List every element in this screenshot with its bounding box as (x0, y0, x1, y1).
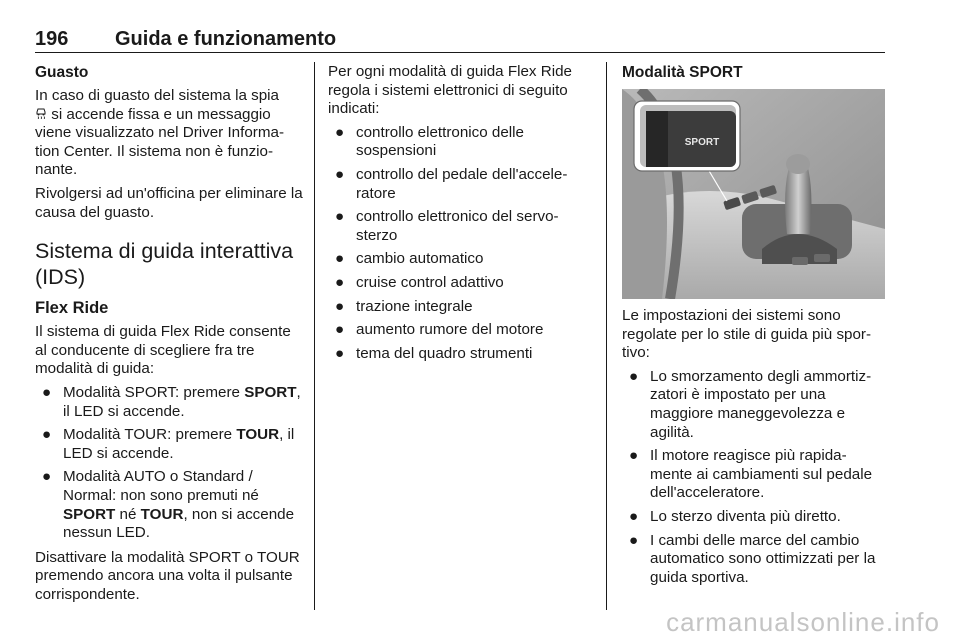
list-item-text: I cambi delle marce del cambio automatico sono ottimizzati per la guida sportiva. (650, 531, 876, 586)
list-item (328, 298, 590, 317)
list-item (328, 345, 590, 364)
column-left (35, 63, 303, 609)
column-divider-1 (314, 62, 315, 610)
column-right (622, 63, 887, 593)
list-item (35, 426, 303, 463)
list-item-text: controllo elettronico delle sospensioni (356, 123, 525, 160)
header-rule (35, 52, 885, 53)
sport-button-label: SPORT (684, 137, 720, 148)
paragraph-systems-intro: Per ogni modalità di guida Flex Ride regola i sistemi elettronici di seguito indicati: (328, 63, 572, 118)
bullet: ● (42, 468, 52, 486)
bullet: ● (335, 273, 345, 291)
list-item (622, 532, 887, 588)
bullet: ● (335, 165, 345, 183)
heading-flex-ride: Flex Ride (35, 299, 109, 318)
column-middle (328, 63, 590, 369)
list-item (328, 208, 590, 245)
list-item-text: , non si accende nessun LED. (63, 505, 295, 542)
car-skid-warning-icon (35, 106, 47, 125)
list-item-text: Modalità AUTO o Standard / Normal: non sono premuti né (63, 468, 259, 504)
list-item (328, 321, 590, 340)
paragraph-deactivate: Disattivare la modalità SPORT o TOUR premendo ancora una volta il pulsante corrispondente. (35, 548, 300, 603)
list-item-text: Modalità TOUR: premere (63, 426, 237, 444)
bullet: ● (629, 447, 639, 465)
bullet: ● (42, 426, 52, 444)
mode-list (35, 384, 303, 543)
sport-button-illustration (622, 89, 885, 299)
list-item-text: , il LED si accende. (63, 383, 301, 420)
list-item (328, 250, 590, 269)
button-name-tour: TOUR (236, 426, 280, 444)
button-name-tour: TOUR (140, 505, 184, 523)
list-item-text: , il LED si accende. (63, 426, 295, 462)
column-divider-2 (606, 62, 607, 610)
list-item-text: Il motore reagisce più rapida-mente ai cambiamenti sul pedale dell'acceleratore. (650, 447, 873, 502)
list-item-text: aumento rumore del motore (356, 321, 544, 339)
heading-sport-mode: Modalità SPORT (622, 64, 743, 81)
list-item (328, 124, 590, 161)
paragraph-flex-ride-intro: Il sistema di guida Flex Ride consente al conducente di scegliere fra tre modalità di guida: (35, 323, 291, 378)
heading-ids: Sistema di guida interattiva (IDS) (35, 239, 294, 290)
list-item (622, 508, 887, 527)
list-item (622, 368, 887, 442)
bullet: ● (335, 208, 345, 226)
list-item-text: Modalità SPORT: premere (63, 383, 245, 401)
sport-effects-list (622, 368, 887, 588)
list-item-text: cruise control adattivo (356, 273, 504, 291)
list-item-text: controllo del pedale dell'accele-ratore (356, 165, 568, 202)
bullet: ● (629, 531, 639, 549)
list-item (328, 274, 590, 293)
section-title: Guida e funzionamento (115, 28, 337, 50)
list-item-text: cambio automatico (356, 250, 484, 268)
list-item-text: trazione integrale (356, 297, 473, 315)
list-item (35, 384, 303, 421)
list-item-text: tema del quadro strumenti (356, 344, 533, 362)
list-item (622, 447, 887, 503)
bullet: ● (335, 250, 345, 268)
heading-guasto: Guasto (35, 64, 89, 81)
button-name-sport: SPORT (244, 383, 297, 401)
page-header (35, 27, 885, 51)
bullet: ● (629, 507, 639, 525)
bullet: ● (42, 383, 52, 401)
paragraph-fault-text-b: si accende fissa e un messaggio viene visualizzato nel Driver Informa-tion Center. Il sistema non è funzio-nante. (35, 105, 284, 179)
paragraph-workshop: Rivolgersi ad un'officina per eliminare la causa del guasto. (35, 184, 303, 221)
watermark: carmanualsonline.info (666, 607, 940, 637)
list-item-text: controllo elettronico del servo-sterzo (356, 208, 559, 244)
systems-list (328, 124, 590, 364)
paragraph-fault-text-a: In caso di guasto del sistema la spia (35, 87, 279, 104)
list-item (328, 166, 590, 203)
list-item-text: Lo smorzamento degli ammortiz-zatori è impostato per una maggiore maneggevolezza e agilità. (650, 367, 872, 441)
bullet: ● (335, 344, 345, 362)
list-item-text: né (115, 505, 141, 523)
paragraph-sport-intro: Le impostazioni dei sistemi sono regolate per lo stile di guida più spor-tivo: (622, 307, 872, 362)
list-item-text: Lo sterzo diventa più diretto. (650, 507, 841, 525)
page-number: 196 (35, 28, 69, 50)
bullet: ● (629, 367, 639, 385)
bullet: ● (335, 123, 345, 141)
bullet: ● (335, 297, 345, 315)
bullet: ● (335, 321, 345, 339)
list-item (35, 468, 303, 542)
paragraph-fault (35, 87, 303, 180)
button-name-sport: SPORT (63, 505, 116, 523)
